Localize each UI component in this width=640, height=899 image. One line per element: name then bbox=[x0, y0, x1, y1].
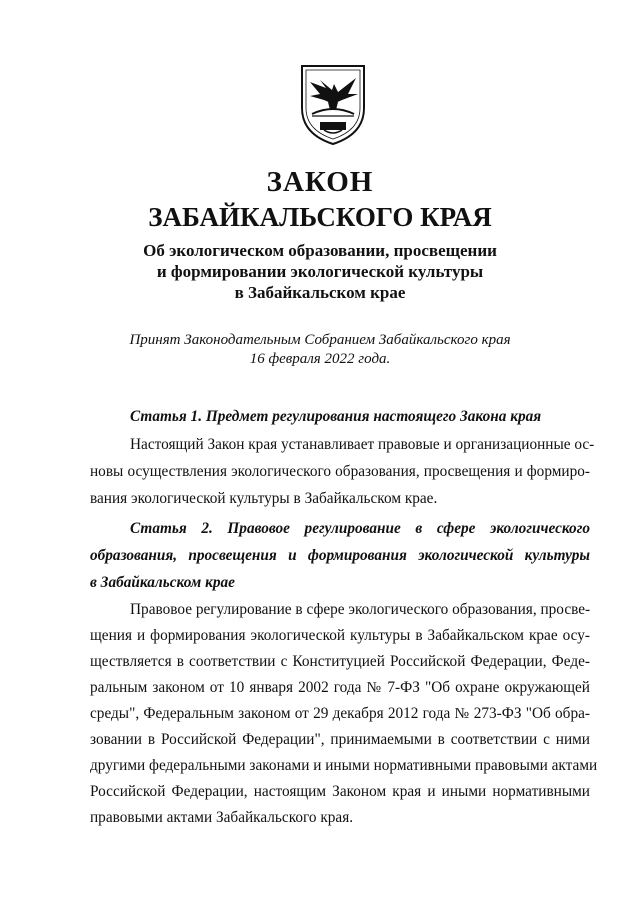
law-title: ЗАКОН bbox=[266, 166, 374, 198]
article-2-text-line: ральным законом от 10 января 2002 года № 7-ФЗ "Об охране окружающей bbox=[90, 679, 590, 696]
article-1-text-line: вания экологической культуры в Забайкальском крае. bbox=[90, 490, 438, 507]
article-2-text-line: ществляется в соответствии с Конституцией Российской Федерации, Феде- bbox=[90, 653, 590, 670]
article-2-text-line: Российской Федерации, настоящим Законом края и иными нормативными bbox=[90, 783, 590, 800]
article-1-text-line: новы осуществления экологического образования, просвещения и формиро- bbox=[90, 463, 590, 480]
law-subtitle-line: Об экологическом образовании, просвещении bbox=[143, 241, 497, 260]
article-2-text-line: зовании в Российской Федерации", принимаемыми в соответствии с ними bbox=[90, 731, 590, 748]
article-2-heading-line: в Забайкальском крае bbox=[90, 574, 235, 591]
article-2-text-line: Правовое регулирование в сфере экологического образования, просве- bbox=[130, 601, 591, 618]
article-2-heading-line: Статья 2. Правовое регулирование в сфере экологического bbox=[130, 520, 590, 537]
article-2-text-line: правовыми актами Забайкальского края. bbox=[90, 809, 354, 826]
article-2-text-line: среды", Федеральным законом от 29 декабря 2012 года № 273-ФЗ "Об обра- bbox=[90, 705, 590, 722]
law-subtitle-line: в Забайкальском крае bbox=[234, 283, 406, 302]
law-subtitle-line: и формировании экологической культуры bbox=[156, 262, 484, 281]
article-2-heading-line: образования, просвещения и формирования экологической культуры bbox=[90, 547, 590, 564]
article-2-text-line: щения и формирования экологической культуры в Забайкальском крае осу- bbox=[90, 627, 590, 644]
law-region-title: ЗАБАЙКАЛЬСКОГО КРАЯ bbox=[148, 202, 492, 232]
article-1-heading: Статья 1. Предмет регулирования настоящего Закона края bbox=[130, 408, 542, 425]
article-1-text-line: Настоящий Закон края устанавливает правовые и организационные ос- bbox=[130, 436, 595, 453]
adoption-statement: Принят Законодательным Собранием Забайкальского края bbox=[129, 332, 511, 348]
coat-of-arms-emblem bbox=[298, 64, 368, 146]
adoption-date: 16 февраля 2022 года. bbox=[249, 351, 391, 367]
article-2-text-line: другими федеральными законами и иными нормативными правовыми актами bbox=[90, 757, 598, 774]
